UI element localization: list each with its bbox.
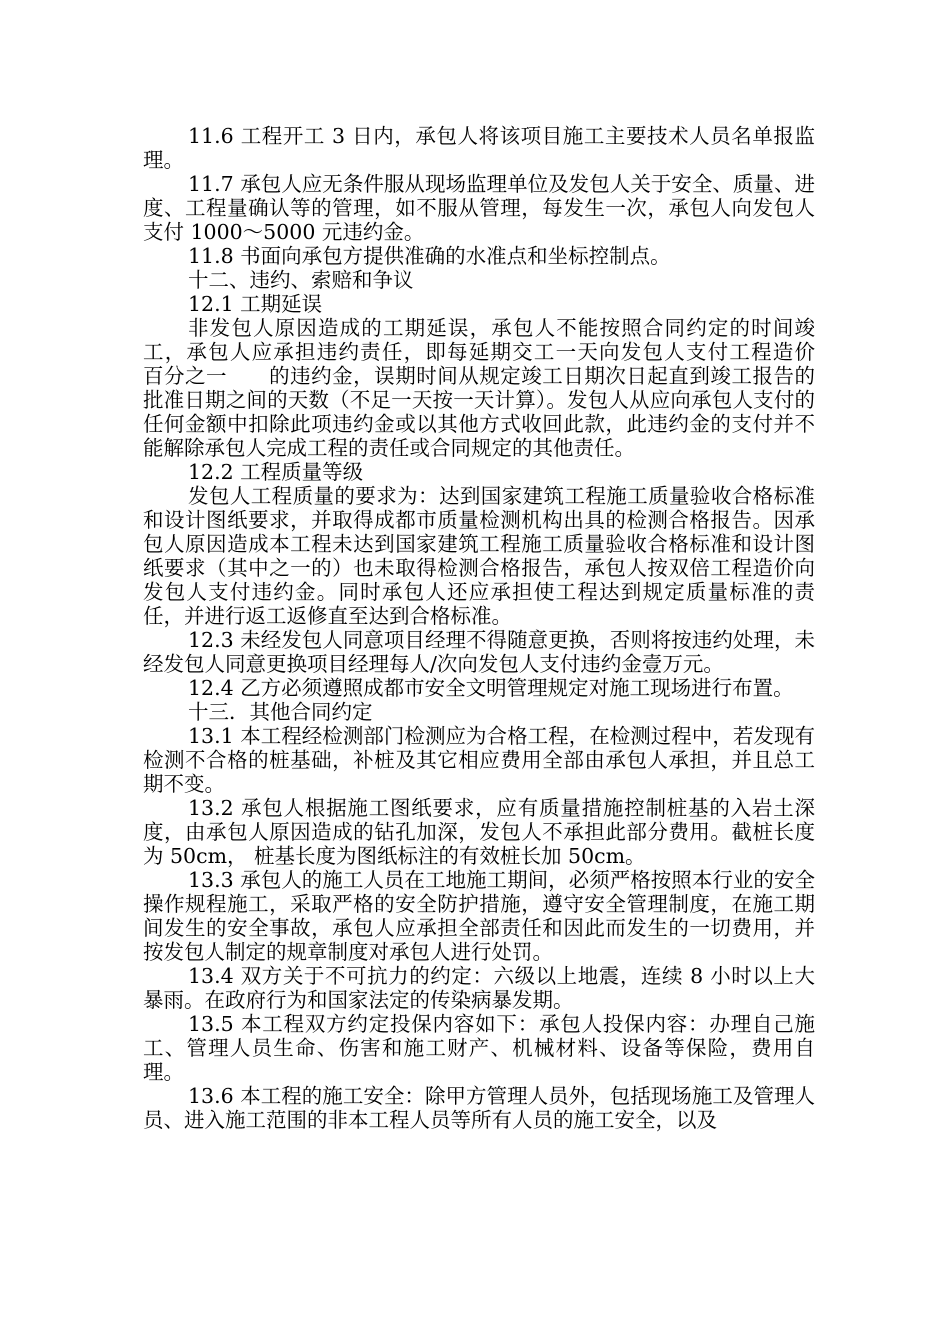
clause-11-6: 11.6 工程开工 3 日内，承包人将该项目施工主要技术人员名单报监理。: [143, 124, 815, 172]
clause-13-2: 13.2 承包人根据施工图纸要求，应有质量措施控制桩基的入岩土深度，由承包人原因造成的钻孔加深，发包人不承担此部分费用。截桩长度为 50cm， 桩基长度为图纸标注的有效桩长加 50cm。: [143, 796, 815, 868]
clause-12-1-body: 非发包人原因造成的工期延误，承包人不能按照合同约定的时间竣工，承包人应承担违约责任，即每延期交工一天向发包人支付工程造价 百分之一 的违约金，误期时间从规定竣工日期次日起直到竣工报告的批准日期之间的天数（不足一天按一天计算）。发包人从应向承包人支付的任何金额中扣除此项违约金或以其他方式收回此款，此违约金的支付并不能解除承包人完成工程的责任或合同规定的其他责任。: [143, 316, 856, 460]
clause-13-1: 13.1 本工程经检测部门检测应为合格工程，在检测过程中，若发现有检测不合格的桩基础，补桩及其它相应费用全部由承包人承担，并且总工期不变。: [143, 724, 815, 796]
clause-11-8: 11.8 书面向承包方提供准确的水准点和坐标控制点。: [188, 244, 671, 268]
clause-12-4: 12.4 乙方必须遵照成都市安全文明管理规定对施工现场进行布置。: [188, 676, 794, 700]
clause-13-4: 13.4 双方关于不可抗力的约定：六级以上地震，连续 8 小时以上大暴雨。在政府行为和国家法定的传染病暴发期。: [143, 964, 815, 1012]
clause-13-3: 13.3 承包人的施工人员在工地施工期间，必须严格按照本行业的安全操作规程施工，采取严格的安全防护措施，遵守安全管理制度，在施工期间发生的安全事故，承包人应承担全部责任和因此而发生的一切费用，并按发包人制定的规章制度对承包人进行处罚。: [143, 868, 815, 964]
section-heading-12: 十二、违约、索赔和争议: [188, 268, 414, 292]
clause-12-3: 12.3 未经发包人同意项目经理不得随意更换，否则将按违约处理，未经发包人同意更换项目经理每人/次向发包人支付违约金壹万元。: [143, 628, 815, 676]
clause-13-5: 13.5 本工程双方约定投保内容如下：承包人投保内容：办理自己施工、管理人员生命、伤害和施工财产、机械材料、设备等保险，费用自理。: [143, 1012, 815, 1084]
clause-11-7: 11.7 承包人应无条件服从现场监理单位及发包人关于安全、质量、进度、工程量确认等的管理，如不服从管理，每发生一次，承包人向发包人支付 1000～5000 元违约金。: [143, 172, 815, 244]
contract-text: [143, 124, 856, 1132]
clause-12-2-body: 发包人工程质量的要求为：达到国家建筑工程施工质量验收合格标准和设计图纸要求，并取得成都市质量检测机构出具的检测合格报告。因承包人原因造成本工程未达到国家建筑工程施工质量验收合格标准和设计图纸要求（其中之一的）也未取得检测合格报告，承包人按双倍工程造价向发包人支付违约金。同时承包人还应承担使工程达到规定质量标准的责任，并进行返工返修直至达到合格标准。: [143, 484, 815, 628]
clause-12-2-heading: 12.2 工程质量等级: [188, 460, 364, 484]
clause-12-1-heading: 12.1 工期延误: [188, 292, 323, 316]
section-heading-13: 十三．其他合同约定: [188, 700, 373, 724]
clause-13-6: 13.6 本工程的施工安全：除甲方管理人员外，包括现场施工及管理人员、进入施工范围的非本工程人员等所有人员的施工安全，以及: [143, 1084, 815, 1132]
